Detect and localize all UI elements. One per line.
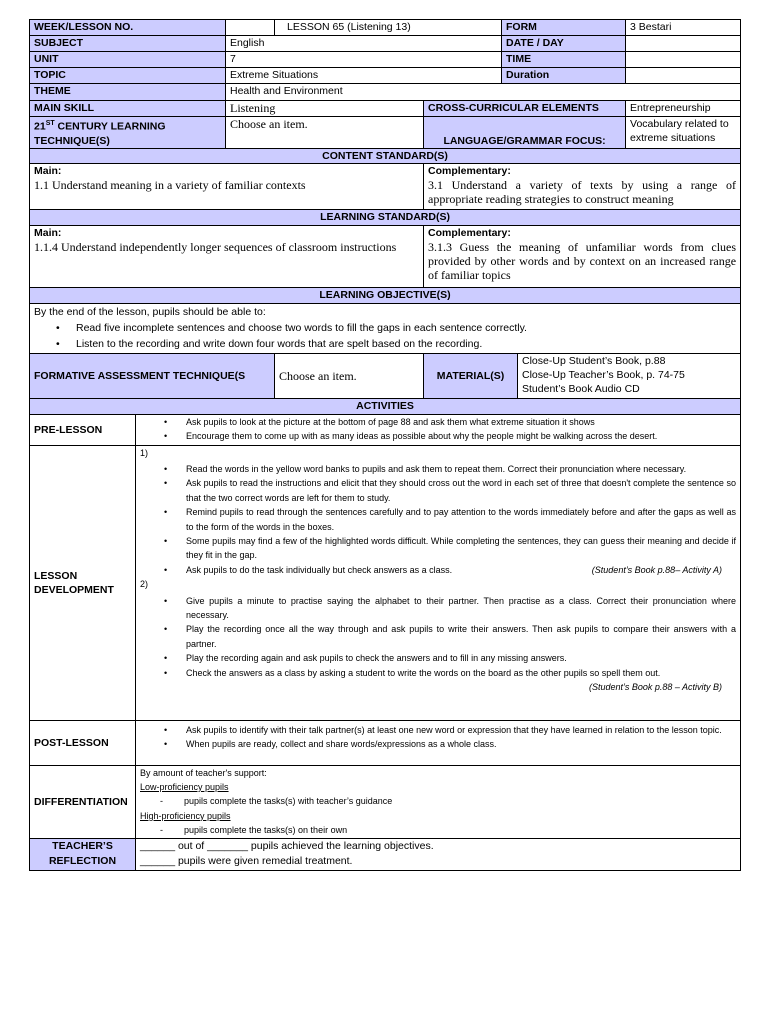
content-standard-comp [424, 163, 741, 209]
subject-label: SUBJECT [30, 36, 226, 52]
lesson-development-body [136, 445, 741, 720]
development-item-text: Ask pupils to do the task individually but check answers as a class. [186, 564, 453, 575]
differentiation-body [136, 765, 741, 838]
development-item: • Give pupils a minute to practise saying the alphabet to their partner. Then practise as a class. Correct their pronunciation where necessary. [140, 594, 736, 623]
activity-a-reference: (Student’s Book p.88– Activity A) [591, 564, 723, 575]
step-number: 1) [140, 447, 149, 458]
duration-value[interactable] [626, 68, 741, 84]
high-proficiency-item: - pupils complete the tasks(s) on their own [140, 823, 736, 837]
content-comp-text: 3.1 Understand a variety of texts by using a range of appropriate reading strategies to construct meaning [428, 177, 737, 206]
century-sup: ST [45, 120, 55, 127]
development-item: • Some pupils may find a few of the highlighted words difficult. While completing the sentences, they can guess their meaning and decide if they fit in the gap. [140, 534, 736, 563]
post-lesson-list [140, 723, 736, 752]
reflection-line-2[interactable]: ______ pupils were given remedial treatment. [140, 854, 353, 867]
century-label [30, 117, 226, 149]
materials-value[interactable] [518, 353, 741, 398]
development-list-1 [140, 462, 736, 577]
learning-comp-label: Complementary: [428, 226, 511, 239]
activities-title: ACTIVITIES [30, 398, 741, 414]
subject-value[interactable]: English [226, 36, 502, 52]
post-lesson-item: • Ask pupils to identify with their talk partner(s) at least one new word or expression that they have learned in relation to the lesson topic. [140, 723, 736, 737]
main-skill-label: MAIN SKILL [30, 101, 226, 117]
objectives-intro: By the end of the lesson, pupils should be able to: [34, 305, 266, 318]
grammar-label: LANGUAGE/GRAMMAR FOCUS: [424, 117, 626, 149]
technique-select[interactable]: Choose an item. [226, 117, 424, 149]
duration-label: Duration [502, 68, 626, 84]
time-value[interactable] [626, 52, 741, 68]
reflection-label: TEACHER’S REFLECTION [30, 838, 136, 870]
material-item: Close-Up Student’s Book, p.88 [522, 354, 666, 367]
post-lesson-label: POST-LESSON [30, 720, 136, 765]
theme-value[interactable]: Health and Environment [226, 84, 741, 101]
form-value[interactable]: 3 Bestari [626, 20, 741, 36]
assessment-select[interactable]: Choose an item. [275, 353, 424, 398]
objectives-title: LEARNING OBJECTIVE(S) [30, 287, 741, 303]
content-standard-main [30, 163, 424, 209]
learning-comp-text: 3.1.3 Guess the meaning of unfamiliar words from clues provided by other words and by context on an increased range of familiar topics [428, 239, 737, 282]
development-item [140, 563, 736, 577]
date-label: DATE / DAY [502, 36, 626, 52]
learning-main-label: Main: [34, 226, 62, 239]
objectives-list [34, 321, 736, 351]
lesson-value[interactable]: LESSON 65 (Listening 13) [275, 20, 502, 36]
lesson-development-label: LESSON DEVELOPMENT [30, 445, 136, 720]
differentiation-intro: By amount of teacher's support: [140, 767, 267, 778]
objective-item: • Listen to the recording and write down four words that are spelt based on the recording. [34, 337, 736, 351]
content-main-label: Main: [34, 164, 62, 177]
objective-item: • Read five incomplete sentences and choose two words to fill the gaps in each sentence correctly. [34, 321, 736, 335]
century-label-a: 21 [34, 120, 46, 133]
pre-lesson-item: • Encourage them to come up with as many ideas as possible about why the people might be walking across the desert. [140, 429, 736, 443]
development-item: • Read the words in the yellow word banks to pupils and ask them to repeat them. Correct their pronunciation where necessary. [140, 462, 736, 476]
high-proficiency-label: High-proficiency pupils [140, 810, 231, 821]
low-proficiency-label: Low-proficiency pupils [140, 781, 229, 792]
post-lesson-item: • When pupils are ready, collect and share words/expressions as a whole class. [140, 737, 736, 751]
step-number: 2) [140, 579, 149, 590]
week-value[interactable] [226, 20, 275, 36]
topic-value[interactable]: Extreme Situations [226, 68, 502, 84]
century-label-c: TECHNIQUE(S) [34, 134, 110, 147]
content-comp-label: Complementary: [428, 164, 511, 177]
century-label-b: CENTURY LEARNING [54, 120, 166, 133]
lesson-plan-table [29, 19, 741, 871]
pre-lesson-list [140, 415, 736, 444]
development-list-2 [140, 594, 736, 680]
cce-value[interactable]: Entrepreneurship [626, 101, 741, 117]
content-standard-title: CONTENT STANDARD(S) [30, 148, 741, 163]
learning-standard-title: LEARNING STANDARD(S) [30, 209, 741, 225]
learning-standard-comp [424, 225, 741, 287]
unit-value[interactable]: 7 [226, 52, 502, 68]
development-item: • Check the answers as a class by asking a student to write the words on the board as the other pupils so spell them out. [140, 666, 736, 680]
topic-label: TOPIC [30, 68, 226, 84]
unit-label: UNIT [30, 52, 226, 68]
time-label: TIME [502, 52, 626, 68]
learning-standard-main [30, 225, 424, 287]
pre-lesson-label: PRE-LESSON [30, 414, 136, 445]
development-item: • Play the recording once all the way through and ask pupils to write their answers. Then ask pupils to compare their answers with a partner. [140, 622, 736, 651]
theme-label: THEME [30, 84, 226, 101]
date-value[interactable] [626, 36, 741, 52]
material-item: Student’s Book Audio CD [522, 382, 640, 395]
low-proficiency-item: - pupils complete the tasks(s) with teacher’s guidance [140, 794, 736, 808]
reflection-line-1[interactable]: ______ out of _______ pupils achieved the learning objectives. [140, 839, 434, 852]
assessment-label: FORMATIVE ASSESSMENT TECHNIQUE(S [30, 353, 275, 398]
reflection-body [136, 838, 741, 870]
content-main-text: 1.1 Understand meaning in a variety of familiar contexts [34, 177, 306, 192]
pre-lesson-item: • Ask pupils to look at the picture at the bottom of page 88 and ask them what extreme situation it shows [140, 415, 736, 429]
form-label: FORM [502, 20, 626, 36]
post-lesson-body [136, 720, 741, 765]
development-item: • Play the recording again and ask pupils to check the answers and to fill in any missing answers. [140, 651, 736, 665]
material-label: MATERIAL(S) [424, 353, 518, 398]
week-label: WEEK/LESSON NO. [30, 20, 226, 36]
main-skill-value[interactable]: Listening [226, 101, 424, 117]
differentiation-label: DIFFERENTIATION [30, 765, 136, 838]
pre-lesson-body [136, 414, 741, 445]
grammar-value[interactable]: Vocabulary related to extreme situations [626, 117, 741, 149]
activity-b-reference: (Student’s Book p.88 – Activity B) [588, 682, 723, 692]
material-item: Close-Up Teacher’s Book, p. 74-75 [522, 368, 685, 381]
development-item: • Ask pupils to read the instructions and elicit that they should cross out the word in each set of three that doesn't complete the sentence so that the two correct words are left for them to study. [140, 476, 736, 505]
cce-label: CROSS-CURRICULAR ELEMENTS [424, 101, 626, 117]
objectives-body [30, 303, 741, 353]
learning-main-text: 1.1.4 Understand independently longer sequences of classroom instructions [34, 239, 397, 254]
development-item: • Remind pupils to read through the sentences carefully and to pay attention to the words immediately before and after the gaps as well as to the form of the words in the boxes. [140, 505, 736, 534]
